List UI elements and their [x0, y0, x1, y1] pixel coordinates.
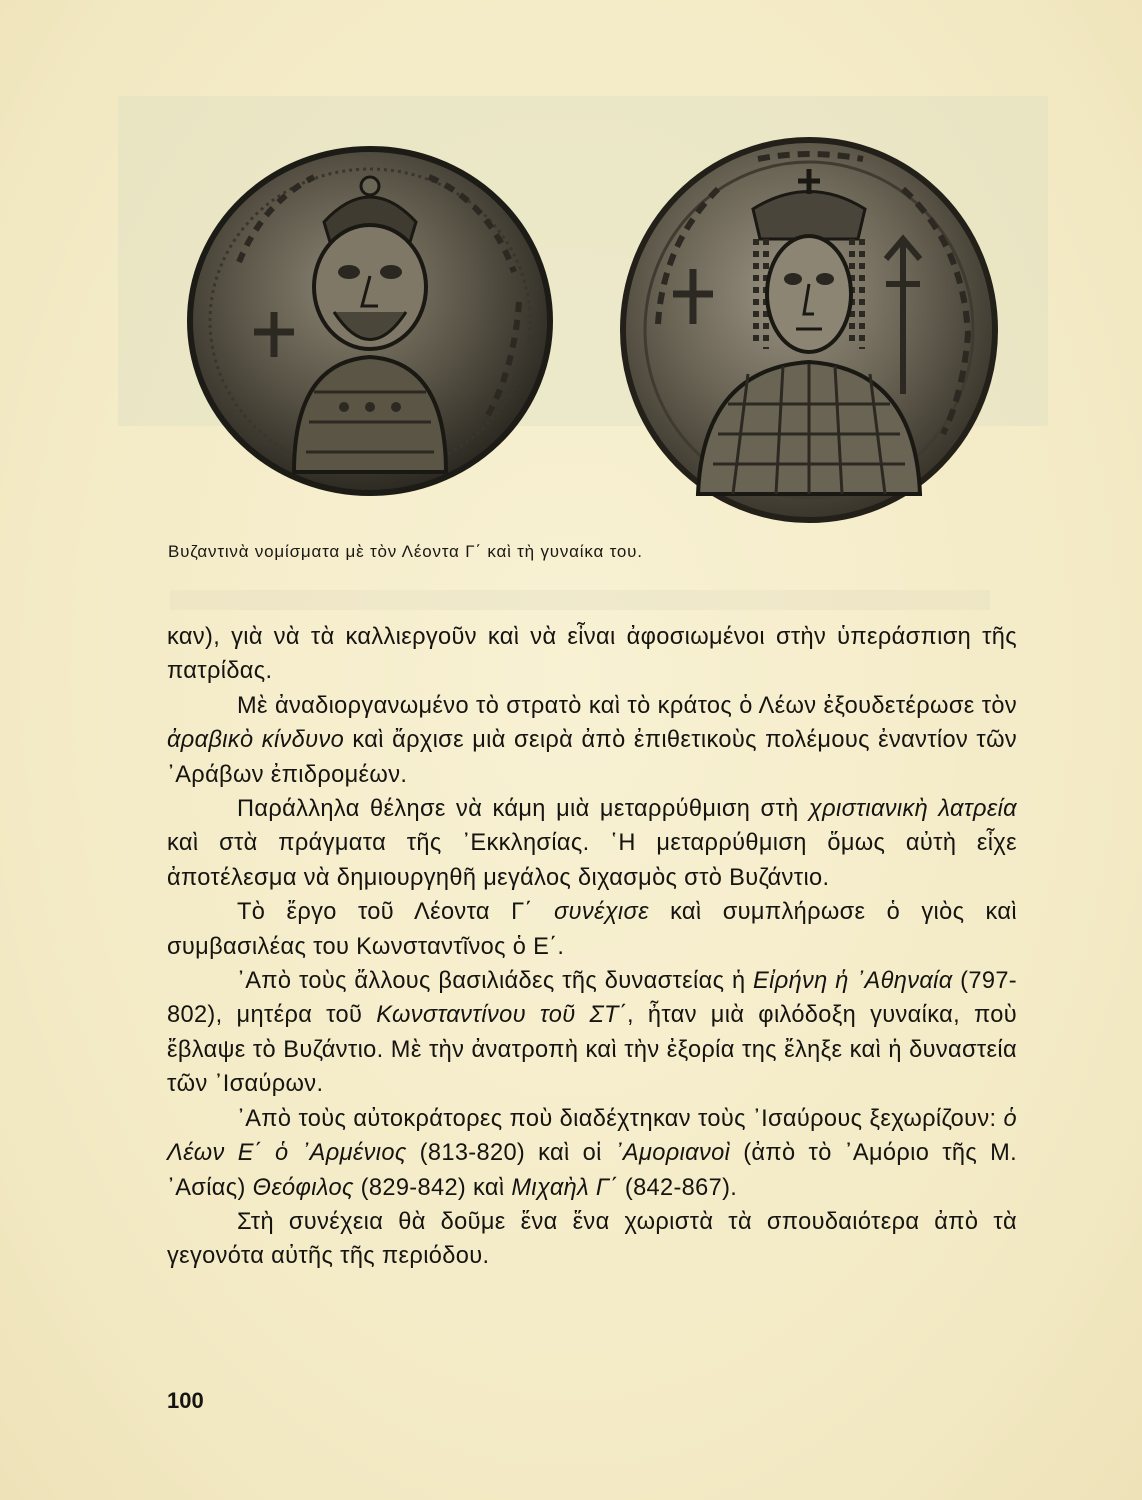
text-run: Παράλληλα θέλησε νὰ κάμη μιὰ μεταρρύθμιση στὴ: [237, 796, 809, 823]
text-run: καν), γιὰ νὰ τὰ καλλιεργοῦν καὶ νὰ εἶναι ἀφοσιωμένοι στὴν ὑπεράσπιση τῆς πατρίδας.: [167, 624, 1017, 685]
text-run: Στὴ συνέχεια θὰ δοῦμε ἕνα ἕνα χωριστὰ τὰ σπουδαιότερα ἀπὸ τὰ γεγονότα αὐτῆς τῆς περιόδου.: [167, 1208, 1017, 1270]
text-run: (797-802), μητέρα τοῦ: [167, 968, 1018, 1029]
italic-text: ὁ Λέων Ε΄ ὁ ᾿Αρμένιος: [167, 1105, 1017, 1167]
text-run: ᾿Απὸ τοὺς ἄλλους βασιλιάδες τῆς δυναστείας ἡ: [237, 968, 754, 995]
text-run: (ἀπὸ τὸ ᾿Αμόριο τῆς Μ. ᾿Ασίας): [167, 1140, 1018, 1201]
figure-caption: Βυζαντινὰ νομίσματα μὲ τὸν Λέοντα Γ΄ καὶ τὴ γυναίκα του.: [168, 542, 643, 561]
coin-empress-image: [618, 134, 1000, 526]
paragraph: [167, 689, 1017, 792]
text-run: (829-842) καὶ: [353, 1174, 512, 1201]
page-number: 100: [167, 1388, 204, 1413]
body-text: [167, 620, 1017, 1274]
text-run: ᾿Απὸ τοὺς αὐτοκράτορες ποὺ διαδέχτηκαν τοὺς ᾿Ισαύρους ξεχωρίζουν:: [237, 1105, 1004, 1132]
paragraph: [167, 620, 1017, 689]
italic-text: συνέχισε: [553, 899, 649, 926]
italic-text: Εἰρήνη ἡ ᾿Αθηναία: [753, 968, 953, 995]
italic-text: χριστιανικὴ λατρεία: [808, 796, 1017, 823]
text-run: (813-820) καὶ οἱ: [406, 1140, 615, 1167]
paragraph: [167, 792, 1017, 895]
italic-text: Θεόφιλος: [252, 1174, 354, 1201]
coins-figure: [160, 120, 1020, 550]
paragraph: [167, 1102, 1017, 1205]
show-through-shadow: [170, 590, 990, 610]
text-run: καὶ στὰ πράγματα τῆς ᾿Εκκλησίας. ῾Η μεταρρύθμιση ὅμως αὐτὴ εἶχε ἀποτέλεσμα νὰ δημιουργηθῆ μεγάλος διχασμὸς στὸ Βυζάντιο.: [167, 830, 1017, 891]
italic-text: ᾿Αμοριανοὶ: [614, 1140, 731, 1167]
italic-text: Κωνσταντίνου τοῦ ΣΤ΄: [376, 1002, 628, 1029]
text-run: καὶ συμπλήρωσε ὁ γιὸς καὶ συμβασιλέας του Κωνσταντῖνος ὁ Ε΄.: [167, 899, 1017, 960]
italic-text: ἀραβικὸ κίνδυνο: [167, 727, 345, 754]
text-run: Μὲ ἀναδιοργανωμένο τὸ στρατὸ καὶ τὸ κράτος ὁ Λέων ἐξουδετέρωσε τὸν: [237, 692, 1017, 719]
text-run: καὶ ἄρχισε μιὰ σειρὰ ἀπὸ ἐπιθετικοὺς πολέμους ἐναντίον τῶν ᾿Αράβων ἐπιδρομέων.: [167, 727, 1017, 788]
coin-leo-iii-image: [184, 142, 556, 500]
text-run: (842-867).: [617, 1174, 738, 1201]
text-run: , ἦταν μιὰ φιλόδοξη γυναίκα, ποὺ ἔβλαψε τὸ Βυζάντιο. Μὲ τὴν ἀνατροπὴ καὶ τὴν ἐξορία της ἔληξε καὶ ἡ δυναστεία τῶν ᾿Ισαύρων.: [167, 1002, 1017, 1098]
text-run: Τὸ ἔργο τοῦ Λέοντα Γ΄: [237, 899, 554, 926]
paragraph: [167, 1205, 1017, 1274]
italic-text: Μιχαὴλ Γ΄: [511, 1174, 618, 1201]
paragraph: [167, 895, 1017, 964]
paragraph: [167, 964, 1017, 1102]
